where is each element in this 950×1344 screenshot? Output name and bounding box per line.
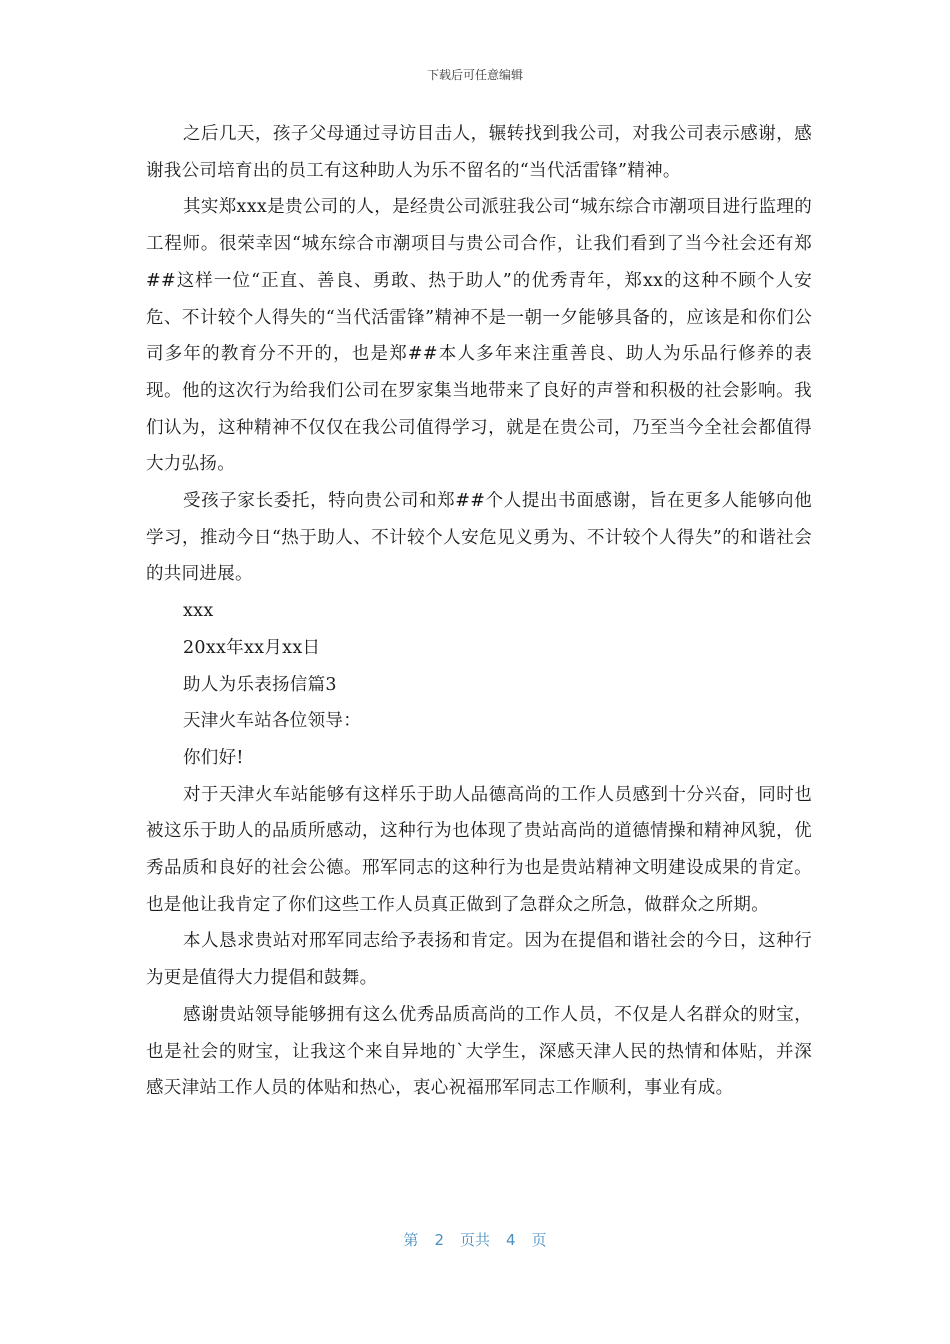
signature-name: xxx — [183, 601, 214, 622]
page-current: 2 — [434, 1231, 444, 1249]
section-title: 助人为乐表扬信篇3 — [183, 674, 337, 695]
page-label-prefix: 第 — [403, 1231, 419, 1249]
document-body — [146, 116, 812, 1107]
paragraph: 其实郑xxx是贵公司的人，是经贵公司派驻我公司“城东综合市潮项目进行监理的工程师。很荣幸因“城东综合市潮项目与贵公司合作，让我们看到了当今社会还有郑##这样一位“正直、善良、勇敢、热于助人”的优秀青年，郑xx的这种不顾个人安危、不计较个人得失的“当代活雷锋”精神不是一朝一夕能够具备的，应该是和你们公司多年的教育分不开的，也是郑##本人多年来注重善良、助人为乐品行修养的表现。他的这次行为给我们公司在罗家集当地带来了良好的声誉和积极的社会影响。我们认为，这种精神不仅仅在我公司值得学习，就是在贵公司，乃至当今全社会都值得大力弘扬。 — [146, 197, 812, 475]
paragraph: 受孩子家长委托，特向贵公司和郑##个人提出书面感谢，旨在更多人能够向他学习，推动今日“热于助人、不计较个人安危见义勇为、不计较个人得失”的和谐社会的共同进展。 — [146, 491, 812, 585]
paragraph: 感谢贵站领导能够拥有这么优秀品质高尚的工作人员，不仅是人名群众的财宝，也是社会的财宝，让我这个来自异地的`大学生，深感天津人民的热情和体贴，并深感天津站工作人员的体贴和热心，衷心祝福邢军同志工作顺利，事业有成。 — [146, 1004, 812, 1099]
salutation: 天津火车站各位领导： — [183, 711, 361, 732]
paragraph: 之后几天，孩子父母通过寻访目击人，辗转找到我公司，对我公司表示感谢，感谢我公司培育出的员工有这种助人为乐不留名的“当代活雷锋”精神。 — [146, 124, 812, 181]
page-label-suffix: 页 — [531, 1231, 547, 1249]
page-total: 4 — [506, 1231, 516, 1249]
greeting: 你们好! — [183, 747, 244, 768]
paragraph: 本人恳求贵站对邢军同志给予表扬和肯定。因为在提倡和谐社会的今日，这种行为更是值得大力提倡和鼓舞。 — [146, 931, 812, 989]
signature-date: 20xx年xx月xx日 — [183, 637, 321, 658]
header-note: 下载后可任意编辑 — [426, 68, 523, 82]
page-footer — [0, 1229, 950, 1250]
page-label-mid: 页共 — [459, 1231, 490, 1249]
paragraph: 对于天津火车站能够有这样乐于助人品德高尚的工作人员感到十分兴奋，同时也被这乐于助人的品质所感动，这种行为也体现了贵站高尚的道德情操和精神风貌，优秀品质和良好的社会公德。邢军同志的这种行为也是贵站精神文明建设成果的肯定。也是他让我肯定了你们这些工作人员真正做到了急群众之所急，做群众之所期。 — [146, 784, 812, 915]
